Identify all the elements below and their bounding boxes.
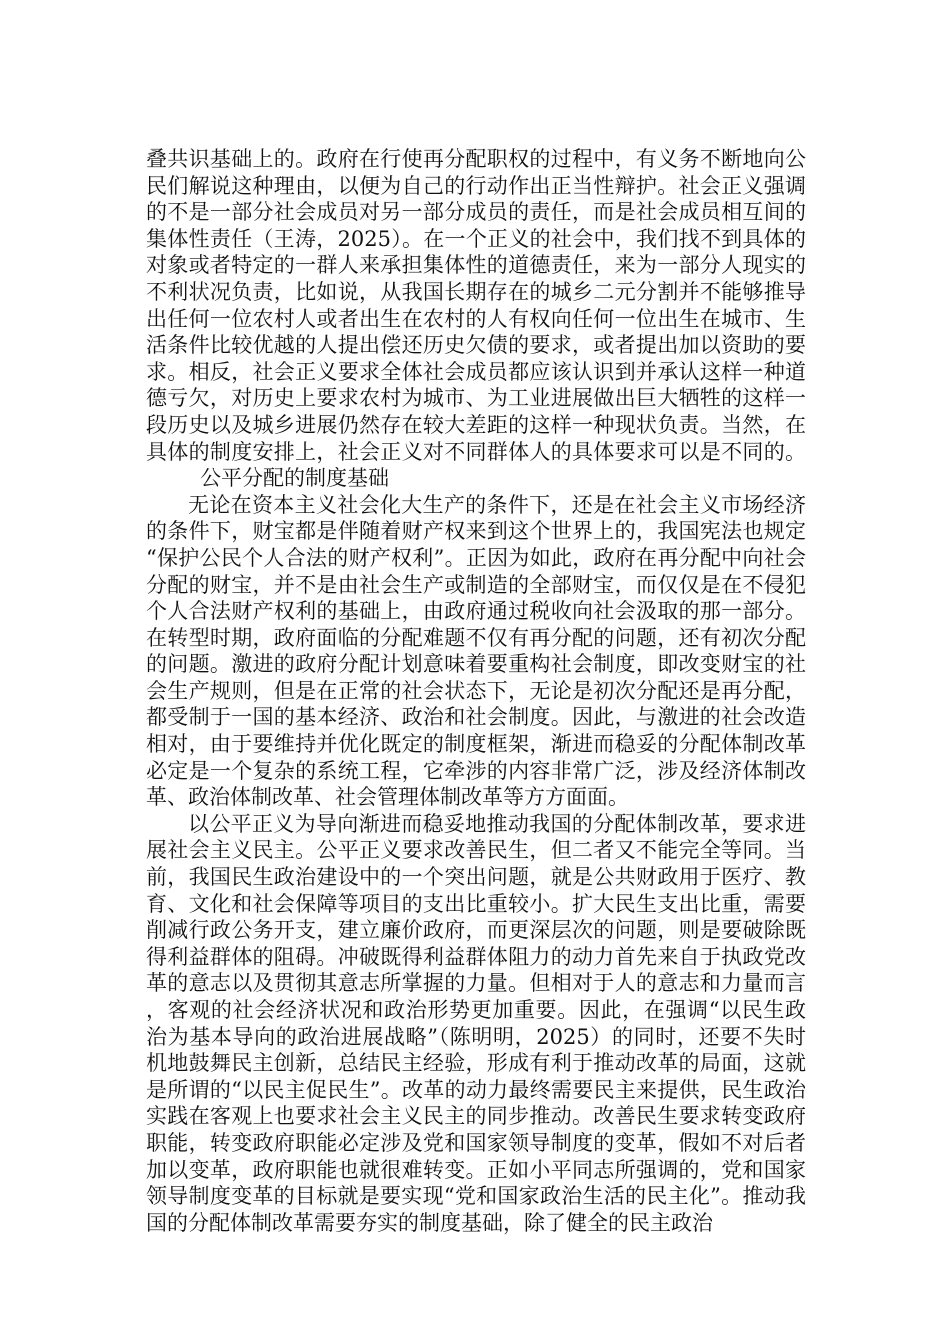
document-page (146, 146, 806, 1236)
paragraph-collective-responsibility (146, 146, 806, 492)
section-heading: 公平分配的制度基础 (200, 466, 389, 491)
paragraph-property-rights: 无论在资本主义社会化大生产的条件下，还是在社会主义市场经济的条件下，财宝都是伴随着财产权来到这个世界上的，我国宪法也规定“保护公民个人合法的财产权利”。正因为如此，政府在再分配中向社会分配的财宝，并不是由社会生产或制造的全部财宝，而仅仅是在不侵犯个人合法财产权利的基础上，由政府通过税收向社会汲取的那一部分。在转型时期，政府面临的分配难题不仅有再分配的问题，还有初次分配的问题。激进的政府分配计划意味着要重构社会制度，即改变财宝的社会生产规则，但是在正常的社会状态下，无论是初次分配还是再分配，都受制于一国的基本经济、政治和社会制度。因此，与激进的社会改造相对，由于要维持并优化既定的制度框架，渐进而稳妥的分配体制改革必定是一个复杂的系统工程，它牵涉的内容非常广泛，涉及经济体制改革、政治体制改革、社会管理体制改革等方方面面。 (146, 492, 806, 810)
paragraph-1-text: 叠共识基础上的。政府在行使再分配职权的过程中，有义务不断地向公民们解说这种理由，以便为自己的行动作出正当性辩护。社会正义强调的不是一部分社会成员对另一部分成员的责任，而是社会成员相互间的集体性责任（王涛，2025）。在一个正义的社会中，我们找不到具体的对象或者特定的一群人来承担集体性的道德责任，来为一部分人现实的不利状况负责，比如说，从我国长期存在的城乡二元分割并不能够推导出任何一位农村人或者出生在农村的人有权向任何一位出生在城市、生活条件比较优越的人提出偿还历史欠债的要求，或者提出加以资助的要求。相反，社会正义要求全体社会成员都应该认识到并承认这样一种道德亏欠，对历史上要求农村为城市、为工业进展做出巨大牺牲的这样一段历史以及城乡进展仍然存在较大差距的这样一种现状负责。当然，在具体的制度安排上，社会正义对不同群体人的具体要求可以是不同的。 (146, 147, 806, 464)
paragraph-democracy-livelihood: 以公平正义为导向渐进而稳妥地推动我国的分配体制改革，要求进展社会主义民主。公平正义要求改善民生，但二者又不能完全等同。当前，我国民生政治建设中的一个突出问题，就是公共财政用于医疗、教育、文化和社会保障等项目的支出比重较小。扩大民生支出比重，需要削减行政公务开支，建立廉价政府，而更深层次的问题，则是要破除既得利益群体的阻碍。冲破既得利益群体阻力的动力首先来自于执政党改革的意志以及贯彻其意志所掌握的力量。但相对于人的意志和力量而言，客观的社会经济状况和政治形势更加重要。因此，在强调“以民生政治为基本导向的政治进展战略”（陈明明，2025）的同时，还要不失时机地鼓舞民主创新，总结民主经验，形成有利于推动改革的局面，这就是所谓的“以民主促民生”。改革的动力最终需要民主来提供，民生政治实践在客观上也要求社会主义民主的同步推动。改善民生要求转变政府职能，转变政府职能必定涉及党和国家领导制度的变革，假如不对后者加以变革，政府职能也就很难转变。正如小平同志所强调的，党和国家领导制度变革的目标就是要实现“党和国家政治生活的民主化”。推动我国的分配体制改革需要夯实的制度基础，除了健全的民主政治 (146, 811, 806, 1235)
